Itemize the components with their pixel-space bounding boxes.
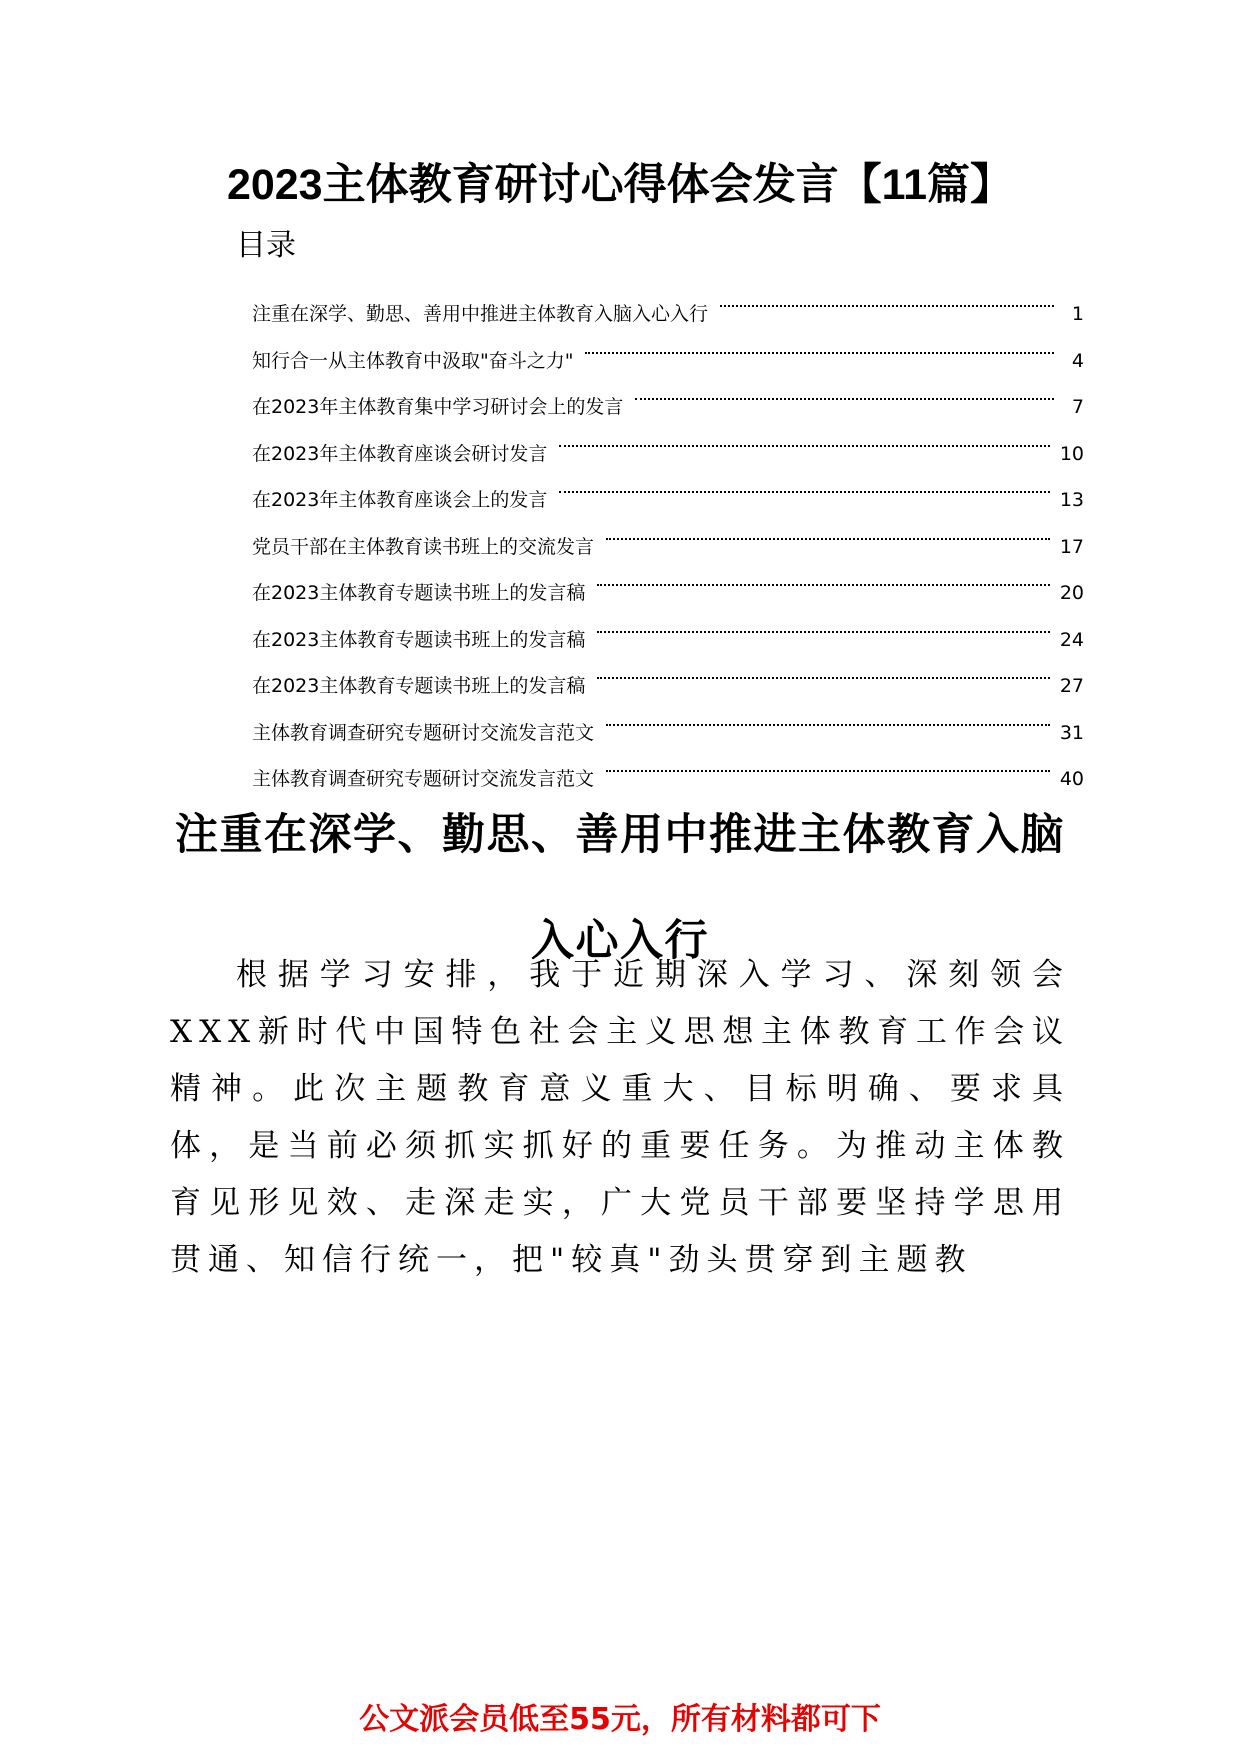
toc-heading: 目录 [236, 228, 296, 263]
toc-entry-title: 知行合一从主体教育中汲取"奋斗之力" [252, 349, 574, 372]
toc-entry-page: 31 [1059, 721, 1084, 744]
toc-dot-leader [606, 693, 1050, 739]
toc-entry-title: 在2023年主体教育集中学习研讨会上的发言 [252, 396, 624, 418]
toc-entry-page: 27 [1059, 675, 1084, 697]
toc-dot-leader [606, 739, 1050, 785]
toc-entry-title: 党员干部在主体教育读书班上的交流发言 [252, 535, 595, 558]
toc-dot-leader [585, 321, 1054, 367]
toc-entry-title: 注重在深学、勤思、善用中推进主体教育入脑入心入行 [252, 303, 709, 325]
table-of-contents [252, 274, 1084, 790]
toc-entry-page: 24 [1059, 628, 1084, 651]
toc-entry-title: 在2023主体教育专题读书班上的发言稿 [252, 582, 586, 604]
toc-entry-page: 10 [1059, 442, 1084, 465]
toc-dot-leader [597, 600, 1049, 646]
toc-dot-leader [606, 507, 1050, 553]
toc-entry-page: 7 [1071, 396, 1084, 418]
toc-entry-page: 4 [1071, 349, 1084, 372]
section-title: 注重在深学、勤思、善用中推进主体教育入脑入心入行 [175, 811, 1065, 965]
toc-dot-leader [597, 553, 1049, 599]
toc-entry[interactable] [252, 274, 1084, 325]
body-paragraph: 根据学习安排，我于近期深入学习、深刻领会XXX新时代中国特色社会主义思想主体教育工作会议精神。此次主题教育意义重大、目标明确、要求具体，是当前必须抓实抓好的重要任务。为推动主体教育见形见效、走深走实，广大党员干部要坚持学思用贯通、知信行统一，把"较真"劲头贯穿到主题教 [170, 957, 1070, 1278]
toc-dot-leader [559, 460, 1049, 506]
toc-entry-title: 在2023年主体教育座谈会研讨发言 [252, 442, 548, 465]
membership-promo-banner[interactable]: 公文派会员低至55元，所有材料都可下 [359, 1702, 881, 1737]
toc-dot-leader [559, 414, 1049, 460]
toc-entry-title: 在2023主体教育专题读书班上的发言稿 [252, 675, 586, 697]
toc-entry-page: 17 [1059, 535, 1084, 558]
toc-dot-leader [635, 367, 1054, 413]
toc-entry-page: 20 [1059, 582, 1084, 604]
toc-entry-title: 主体教育调查研究专题研讨交流发言范文 [252, 768, 595, 790]
toc-entry-title: 在2023年主体教育座谈会上的发言 [252, 489, 548, 511]
document-title: 2023主体教育研讨心得体会发言【11篇】 [226, 161, 1014, 209]
toc-dot-leader [597, 646, 1049, 692]
toc-entry-page: 1 [1071, 303, 1084, 325]
toc-entry-page: 40 [1059, 768, 1084, 790]
toc-entry-title: 主体教育调查研究专题研讨交流发言范文 [252, 721, 595, 744]
toc-entry-page: 13 [1059, 489, 1084, 511]
toc-entry-title: 在2023主体教育专题读书班上的发言稿 [252, 628, 586, 651]
toc-dot-leader [720, 274, 1054, 320]
